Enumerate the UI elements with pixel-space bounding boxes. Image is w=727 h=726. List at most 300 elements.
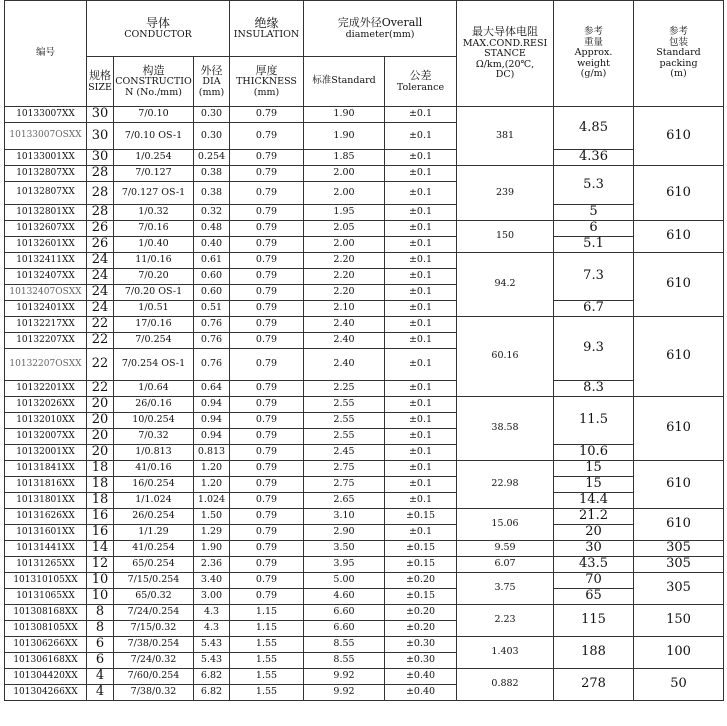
dia-cell: 4.3	[194, 605, 230, 621]
overall-diameter-cell: 2.20	[304, 285, 385, 301]
weight-cell: 11.5	[554, 397, 634, 445]
dia-cell: 6.82	[194, 669, 230, 685]
product-code-cell: 10132207OSXX	[5, 349, 87, 381]
dia-cell: 0.94	[194, 413, 230, 429]
weight-cell: 43.5	[554, 557, 634, 573]
product-code-cell: 10132807XX	[5, 182, 87, 205]
size-cell: 18	[87, 461, 114, 477]
resistance-cell: 38.58	[457, 397, 554, 461]
overall-diameter-cell: 2.05	[304, 221, 385, 237]
dia-cell: 0.61	[194, 253, 230, 269]
overall-diameter-cell: 2.25	[304, 381, 385, 397]
size-cell: 12	[87, 557, 114, 573]
size-cell: 30	[87, 123, 114, 150]
table-row	[5, 573, 724, 589]
product-code-cell: 10132401XX	[5, 301, 87, 317]
thickness-cell: 1.55	[230, 685, 304, 701]
overall-diameter-cell: 2.45	[304, 445, 385, 461]
thickness-cell: 0.79	[230, 317, 304, 333]
packing-cell: 150	[634, 605, 724, 637]
table-row	[5, 589, 724, 605]
packing-cell: 100	[634, 637, 724, 669]
thickness-cell: 0.79	[230, 166, 304, 182]
construction-cell: 65/0.254	[114, 557, 194, 573]
tolerance-cell: ±0.1	[385, 107, 457, 123]
product-code-cell: 10131065XX	[5, 589, 87, 605]
dia-cell: 1.024	[194, 493, 230, 509]
table-row	[5, 397, 724, 413]
dia-cell: 0.40	[194, 237, 230, 253]
product-code-cell: 10132607XX	[5, 221, 87, 237]
weight-cell: 6.7	[554, 301, 634, 317]
product-code-cell: 101304266XX	[5, 685, 87, 701]
table-row	[5, 509, 724, 525]
size-cell: 10	[87, 573, 114, 589]
overall-diameter-cell: 2.10	[304, 301, 385, 317]
size-cell: 16	[87, 509, 114, 525]
header-resistance: 最大导体电阻 MAX.COND.RESI STANCE Ω/km,(20℃, DC)	[457, 1, 554, 107]
header-conductor: 导体 CONDUCTOR	[87, 1, 230, 57]
construction-cell: 7/24/0.32	[114, 653, 194, 669]
tolerance-cell: ±0.1	[385, 285, 457, 301]
construction-cell: 7/0.254	[114, 333, 194, 349]
tolerance-cell: ±0.15	[385, 557, 457, 573]
tolerance-cell: ±0.1	[385, 461, 457, 477]
overall-diameter-cell: 1.90	[304, 123, 385, 150]
product-code-cell: 10131601XX	[5, 525, 87, 541]
product-code-cell: 10132026XX	[5, 397, 87, 413]
construction-cell: 7/0.254 OS-1	[114, 349, 194, 381]
product-code-cell: 101308168XX	[5, 605, 87, 621]
header-packing: 参考 包装 Standard packing (m)	[634, 1, 724, 107]
thickness-cell: 1.55	[230, 669, 304, 685]
size-cell: 18	[87, 493, 114, 509]
header-row-top	[5, 1, 724, 57]
tolerance-cell: ±0.1	[385, 166, 457, 182]
size-cell: 22	[87, 333, 114, 349]
weight-cell: 70	[554, 573, 634, 589]
overall-diameter-cell: 3.95	[304, 557, 385, 573]
weight-cell: 7.3	[554, 253, 634, 301]
tolerance-cell: ±0.1	[385, 269, 457, 285]
tolerance-cell: ±0.1	[385, 429, 457, 445]
overall-diameter-cell: 2.75	[304, 461, 385, 477]
packing-cell: 50	[634, 669, 724, 701]
size-cell: 4	[87, 685, 114, 701]
dia-cell: 0.813	[194, 445, 230, 461]
size-cell: 14	[87, 541, 114, 557]
construction-cell: 7/0.10	[114, 107, 194, 123]
header-code: 编号	[5, 1, 87, 107]
table-body	[5, 107, 724, 701]
thickness-cell: 1.55	[230, 653, 304, 669]
construction-cell: 17/0.16	[114, 317, 194, 333]
construction-cell: 7/0.127 OS-1	[114, 182, 194, 205]
product-code-cell: 10132801XX	[5, 205, 87, 221]
construction-cell: 1/1.29	[114, 525, 194, 541]
overall-diameter-cell: 3.50	[304, 541, 385, 557]
construction-cell: 41/0.254	[114, 541, 194, 557]
weight-cell: 4.36	[554, 150, 634, 166]
product-code-cell: 10131441XX	[5, 541, 87, 557]
overall-diameter-cell: 2.40	[304, 349, 385, 381]
weight-cell: 21.2	[554, 509, 634, 525]
dia-cell: 5.43	[194, 653, 230, 669]
dia-cell: 0.32	[194, 205, 230, 221]
construction-cell: 7/15/0.254	[114, 573, 194, 589]
tolerance-cell: ±0.1	[385, 205, 457, 221]
thickness-cell: 0.79	[230, 301, 304, 317]
tolerance-cell: ±0.1	[385, 237, 457, 253]
overall-diameter-cell: 9.92	[304, 669, 385, 685]
tolerance-cell: ±0.1	[385, 301, 457, 317]
tolerance-cell: ±0.1	[385, 381, 457, 397]
dia-cell: 3.40	[194, 573, 230, 589]
overall-diameter-cell: 4.60	[304, 589, 385, 605]
dia-cell: 0.38	[194, 166, 230, 182]
product-code-cell: 10132207XX	[5, 333, 87, 349]
weight-cell: 5.1	[554, 237, 634, 253]
product-code-cell: 10131626XX	[5, 509, 87, 525]
tolerance-cell: ±0.20	[385, 573, 457, 589]
dia-cell: 5.43	[194, 637, 230, 653]
thickness-cell: 0.79	[230, 461, 304, 477]
product-code-cell: 10132407XX	[5, 269, 87, 285]
tolerance-cell: ±0.1	[385, 525, 457, 541]
dia-cell: 0.94	[194, 429, 230, 445]
size-cell: 22	[87, 317, 114, 333]
construction-cell: 7/0.127	[114, 166, 194, 182]
tolerance-cell: ±0.20	[385, 605, 457, 621]
size-cell: 6	[87, 637, 114, 653]
overall-diameter-cell: 6.60	[304, 605, 385, 621]
product-code-cell: 10132407OSXX	[5, 285, 87, 301]
resistance-cell: 94.2	[457, 253, 554, 317]
construction-cell: 7/38/0.254	[114, 637, 194, 653]
table-row	[5, 150, 724, 166]
product-code-cell: 10131265XX	[5, 557, 87, 573]
header-size: 规格 SIZE	[87, 57, 114, 107]
construction-cell: 7/15/0.32	[114, 621, 194, 637]
table-row	[5, 205, 724, 221]
product-code-cell: 101306168XX	[5, 653, 87, 669]
weight-cell: 188	[554, 637, 634, 669]
construction-cell: 7/0.16	[114, 221, 194, 237]
size-cell: 22	[87, 349, 114, 381]
thickness-cell: 0.79	[230, 237, 304, 253]
construction-cell: 7/0.32	[114, 429, 194, 445]
dia-cell: 3.00	[194, 589, 230, 605]
table-row	[5, 461, 724, 477]
table-row	[5, 381, 724, 397]
construction-cell: 11/0.16	[114, 253, 194, 269]
product-code-cell: 10132601XX	[5, 237, 87, 253]
dia-cell: 2.36	[194, 557, 230, 573]
weight-cell: 14.4	[554, 493, 634, 509]
overall-diameter-cell: 2.40	[304, 317, 385, 333]
table-row	[5, 541, 724, 557]
construction-cell: 1/1.024	[114, 493, 194, 509]
thickness-cell: 0.79	[230, 589, 304, 605]
table-row	[5, 301, 724, 317]
dia-cell: 0.30	[194, 123, 230, 150]
tolerance-cell: ±0.1	[385, 253, 457, 269]
weight-cell: 5	[554, 205, 634, 221]
product-code-cell: 10133001XX	[5, 150, 87, 166]
overall-diameter-cell: 1.95	[304, 205, 385, 221]
construction-cell: 7/38/0.32	[114, 685, 194, 701]
size-cell: 18	[87, 477, 114, 493]
tolerance-cell: ±0.15	[385, 509, 457, 525]
header-overall-diameter: 完成外径Overall diameter(mm)	[304, 1, 457, 57]
weight-cell: 65	[554, 589, 634, 605]
dia-cell: 1.90	[194, 541, 230, 557]
dia-cell: 0.48	[194, 221, 230, 237]
overall-diameter-cell: 2.55	[304, 429, 385, 445]
packing-cell: 305	[634, 573, 724, 605]
resistance-cell: 3.75	[457, 573, 554, 605]
tolerance-cell: ±0.1	[385, 413, 457, 429]
overall-diameter-cell: 2.40	[304, 333, 385, 349]
tolerance-cell: ±0.40	[385, 685, 457, 701]
tolerance-cell: ±0.1	[385, 397, 457, 413]
table-row	[5, 317, 724, 333]
size-cell: 20	[87, 445, 114, 461]
resistance-cell: 0.882	[457, 669, 554, 701]
size-cell: 6	[87, 653, 114, 669]
thickness-cell: 0.79	[230, 123, 304, 150]
overall-diameter-cell: 6.60	[304, 621, 385, 637]
overall-diameter-cell: 2.00	[304, 237, 385, 253]
overall-diameter-cell: 1.85	[304, 150, 385, 166]
thickness-cell: 1.15	[230, 605, 304, 621]
thickness-cell: 0.79	[230, 182, 304, 205]
size-cell: 4	[87, 669, 114, 685]
thickness-cell: 0.79	[230, 493, 304, 509]
thickness-cell: 0.79	[230, 509, 304, 525]
thickness-cell: 0.79	[230, 413, 304, 429]
construction-cell: 7/24/0.254	[114, 605, 194, 621]
size-cell: 8	[87, 605, 114, 621]
dia-cell: 0.60	[194, 269, 230, 285]
dia-cell: 4.3	[194, 621, 230, 637]
thickness-cell: 0.79	[230, 221, 304, 237]
product-code-cell: 101306266XX	[5, 637, 87, 653]
construction-cell: 7/0.20 OS-1	[114, 285, 194, 301]
packing-cell: 610	[634, 107, 724, 166]
tolerance-cell: ±0.1	[385, 477, 457, 493]
tolerance-cell: ±0.1	[385, 349, 457, 381]
size-cell: 22	[87, 381, 114, 397]
tolerance-cell: ±0.1	[385, 150, 457, 166]
resistance-cell: 150	[457, 221, 554, 253]
size-cell: 28	[87, 166, 114, 182]
size-cell: 10	[87, 589, 114, 605]
table-row	[5, 605, 724, 621]
product-code-cell: 101308105XX	[5, 621, 87, 637]
construction-cell: 1/0.32	[114, 205, 194, 221]
construction-cell: 1/0.64	[114, 381, 194, 397]
product-code-cell: 10133007XX	[5, 107, 87, 123]
resistance-cell: 2.23	[457, 605, 554, 637]
packing-cell: 305	[634, 557, 724, 573]
construction-cell: 1/0.813	[114, 445, 194, 461]
construction-cell: 1/0.51	[114, 301, 194, 317]
header-thickness: 厚度 THICKNESS (mm)	[230, 57, 304, 107]
construction-cell: 16/0.254	[114, 477, 194, 493]
packing-cell: 610	[634, 317, 724, 397]
size-cell: 28	[87, 205, 114, 221]
thickness-cell: 0.79	[230, 107, 304, 123]
tolerance-cell: ±0.30	[385, 653, 457, 669]
dia-cell: 1.50	[194, 509, 230, 525]
table-row	[5, 477, 724, 493]
thickness-cell: 0.79	[230, 285, 304, 301]
resistance-cell: 1.403	[457, 637, 554, 669]
thickness-cell: 0.79	[230, 349, 304, 381]
dia-cell: 0.76	[194, 317, 230, 333]
weight-cell: 9.3	[554, 317, 634, 381]
construction-cell: 26/0.254	[114, 509, 194, 525]
thickness-cell: 0.79	[230, 381, 304, 397]
tolerance-cell: ±0.20	[385, 621, 457, 637]
dia-cell: 0.30	[194, 107, 230, 123]
resistance-cell: 381	[457, 107, 554, 166]
packing-cell: 610	[634, 509, 724, 541]
weight-cell: 6	[554, 221, 634, 237]
header-standard: 标准Standard	[304, 57, 385, 107]
wire-spec-table	[4, 0, 724, 701]
product-code-cell: 10132001XX	[5, 445, 87, 461]
table-row	[5, 525, 724, 541]
table-row	[5, 669, 724, 685]
thickness-cell: 0.79	[230, 253, 304, 269]
overall-diameter-cell: 2.75	[304, 477, 385, 493]
size-cell: 30	[87, 150, 114, 166]
size-cell: 26	[87, 221, 114, 237]
construction-cell: 7/60/0.254	[114, 669, 194, 685]
table-row	[5, 557, 724, 573]
construction-cell: 65/0.32	[114, 589, 194, 605]
overall-diameter-cell: 9.92	[304, 685, 385, 701]
resistance-cell: 22.98	[457, 461, 554, 509]
resistance-cell: 15.06	[457, 509, 554, 541]
construction-cell: 10/0.254	[114, 413, 194, 429]
product-code-cell: 101310105XX	[5, 573, 87, 589]
tolerance-cell: ±0.15	[385, 541, 457, 557]
weight-cell: 15	[554, 461, 634, 477]
thickness-cell: 0.79	[230, 205, 304, 221]
size-cell: 24	[87, 253, 114, 269]
resistance-cell: 60.16	[457, 317, 554, 397]
thickness-cell: 0.79	[230, 397, 304, 413]
overall-diameter-cell: 2.55	[304, 413, 385, 429]
tolerance-cell: ±0.1	[385, 123, 457, 150]
packing-cell: 610	[634, 461, 724, 509]
weight-cell: 278	[554, 669, 634, 701]
thickness-cell: 0.79	[230, 477, 304, 493]
tolerance-cell: ±0.1	[385, 221, 457, 237]
size-cell: 24	[87, 269, 114, 285]
construction-cell: 1/0.254	[114, 150, 194, 166]
dia-cell: 1.29	[194, 525, 230, 541]
tolerance-cell: ±0.1	[385, 317, 457, 333]
size-cell: 20	[87, 429, 114, 445]
dia-cell: 0.51	[194, 301, 230, 317]
construction-cell: 1/0.40	[114, 237, 194, 253]
header-construction: 构造 CONSTRUCTIO N (No./mm)	[114, 57, 194, 107]
thickness-cell: 0.79	[230, 445, 304, 461]
size-cell: 26	[87, 237, 114, 253]
product-code-cell: 10133007OSXX	[5, 123, 87, 150]
product-code-cell: 10131841XX	[5, 461, 87, 477]
dia-cell: 1.20	[194, 477, 230, 493]
weight-cell: 15	[554, 477, 634, 493]
tolerance-cell: ±0.30	[385, 637, 457, 653]
tolerance-cell: ±0.1	[385, 182, 457, 205]
table-row	[5, 166, 724, 182]
size-cell: 8	[87, 621, 114, 637]
product-code-cell: 10132010XX	[5, 413, 87, 429]
product-code-cell: 10132411XX	[5, 253, 87, 269]
size-cell: 20	[87, 397, 114, 413]
weight-cell: 4.85	[554, 107, 634, 150]
overall-diameter-cell: 2.20	[304, 253, 385, 269]
header-tolerance: 公差 Tolerance	[385, 57, 457, 107]
resistance-cell: 9.59	[457, 541, 554, 557]
overall-diameter-cell: 5.00	[304, 573, 385, 589]
size-cell: 20	[87, 413, 114, 429]
resistance-cell: 6.07	[457, 557, 554, 573]
weight-cell: 8.3	[554, 381, 634, 397]
dia-cell: 0.60	[194, 285, 230, 301]
weight-cell: 30	[554, 541, 634, 557]
thickness-cell: 0.79	[230, 525, 304, 541]
header-weight: 参考 重量 Approx. weight (g/m)	[554, 1, 634, 107]
weight-cell: 115	[554, 605, 634, 637]
overall-diameter-cell: 3.10	[304, 509, 385, 525]
dia-cell: 0.76	[194, 349, 230, 381]
dia-cell: 6.82	[194, 685, 230, 701]
dia-cell: 1.20	[194, 461, 230, 477]
construction-cell: 26/0.16	[114, 397, 194, 413]
packing-cell: 610	[634, 253, 724, 317]
tolerance-cell: ±0.40	[385, 669, 457, 685]
size-cell: 24	[87, 301, 114, 317]
table-row	[5, 493, 724, 509]
thickness-cell: 0.79	[230, 150, 304, 166]
size-cell: 30	[87, 107, 114, 123]
dia-cell: 0.38	[194, 182, 230, 205]
header-dia: 外径 DIA (mm)	[194, 57, 230, 107]
dia-cell: 0.64	[194, 381, 230, 397]
construction-cell: 7/0.10 OS-1	[114, 123, 194, 150]
construction-cell: 7/0.20	[114, 269, 194, 285]
overall-diameter-cell: 2.65	[304, 493, 385, 509]
product-code-cell: 101304420XX	[5, 669, 87, 685]
packing-cell: 610	[634, 397, 724, 461]
table-row	[5, 637, 724, 653]
packing-cell: 610	[634, 166, 724, 221]
product-code-cell: 10132807XX	[5, 166, 87, 182]
product-code-cell: 10132007XX	[5, 429, 87, 445]
packing-cell: 305	[634, 541, 724, 557]
thickness-cell: 0.79	[230, 269, 304, 285]
table-row	[5, 107, 724, 123]
dia-cell: 0.76	[194, 333, 230, 349]
tolerance-cell: ±0.1	[385, 493, 457, 509]
dia-cell: 0.94	[194, 397, 230, 413]
